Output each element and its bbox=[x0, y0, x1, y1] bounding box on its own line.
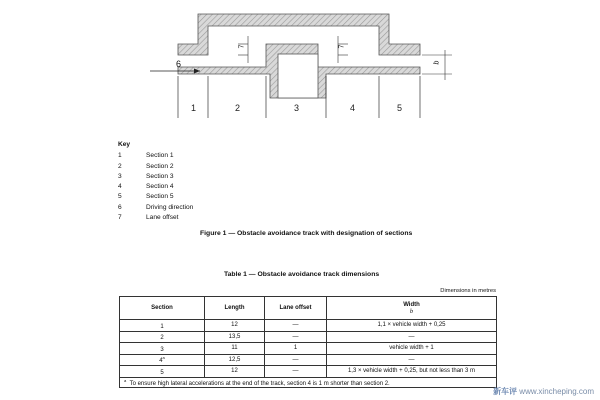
key-item-label: Section 4 bbox=[146, 183, 174, 191]
table-row bbox=[120, 366, 497, 378]
cell-lane-offset: — bbox=[265, 354, 327, 366]
section-label-4: 4 bbox=[350, 103, 356, 113]
key-item-label: Section 2 bbox=[146, 162, 174, 170]
cell-section: 3 bbox=[120, 343, 205, 355]
key-item bbox=[118, 182, 193, 192]
section-label-3: 3 bbox=[294, 103, 300, 113]
figure-key bbox=[118, 140, 193, 223]
key-item-number: 7 bbox=[118, 214, 122, 222]
section-label-5: 5 bbox=[397, 103, 403, 113]
table-footnote: $^a$ To ensure high lateral accelerations at the end of the track, section 4 is 1 m shorter than section 2. bbox=[120, 377, 497, 387]
key-item bbox=[118, 151, 193, 161]
key-item-label: Lane offset bbox=[146, 214, 179, 222]
key-item-number: 2 bbox=[118, 162, 122, 170]
cell-length: 13,5 bbox=[205, 331, 265, 343]
key-item bbox=[118, 203, 193, 213]
key-item-number: 5 bbox=[118, 193, 122, 201]
cell-length: 12 bbox=[205, 320, 265, 332]
track-figure bbox=[0, 0, 600, 125]
lane-offset-label-1: 7 bbox=[238, 44, 246, 49]
cell-section: 4$^a$ bbox=[120, 354, 205, 366]
cell-length: 12 bbox=[205, 366, 265, 378]
cell-lane-offset: — bbox=[265, 331, 327, 343]
lane-offset-label-2: 7 bbox=[338, 44, 346, 49]
key-item-number: 4 bbox=[118, 183, 122, 191]
dimensions-table bbox=[119, 296, 497, 388]
key-item-label: Section 3 bbox=[146, 172, 174, 180]
cell-section: 5 bbox=[120, 366, 205, 378]
cell-width: vehicle width + 1 bbox=[327, 343, 497, 355]
key-item bbox=[118, 192, 193, 202]
cell-section: 1 bbox=[120, 320, 205, 332]
table-header-row bbox=[120, 297, 497, 320]
key-item-label: Driving direction bbox=[146, 203, 194, 211]
key-item-label: Section 5 bbox=[146, 193, 174, 201]
header-length: Length bbox=[205, 297, 265, 320]
header-width-symbol: b bbox=[409, 307, 414, 315]
watermark bbox=[493, 386, 594, 397]
table-row bbox=[120, 331, 497, 343]
table-row bbox=[120, 320, 497, 332]
header-section: Section bbox=[120, 297, 205, 320]
key-item-label: Section 1 bbox=[146, 152, 174, 160]
key-item-number: 1 bbox=[118, 152, 122, 160]
table-row bbox=[120, 354, 497, 366]
table-footnote-row bbox=[120, 377, 497, 387]
watermark-logo: 新车评 bbox=[493, 387, 518, 396]
section-label-2: 2 bbox=[235, 103, 241, 113]
cell-length: 11 bbox=[205, 343, 265, 355]
header-width bbox=[327, 297, 497, 320]
cell-lane-offset: 1 bbox=[265, 343, 327, 355]
cell-width: — bbox=[327, 331, 497, 343]
track-diagram bbox=[0, 0, 600, 125]
cell-width: 1,1 × vehicle width + 0,25 bbox=[327, 320, 497, 332]
header-width-label: Width bbox=[403, 301, 420, 308]
key-item bbox=[118, 162, 193, 172]
key-title: Key bbox=[118, 141, 131, 148]
dimensions-note: Dimensions in metres bbox=[440, 288, 496, 294]
table-caption: Table 1 — Obstacle avoidance track dimensions bbox=[224, 271, 380, 278]
cell-width: 1,3 × vehicle width + 0,25, but not less than 3 m bbox=[327, 366, 497, 378]
cell-section: 2 bbox=[120, 331, 205, 343]
width-b-label: b bbox=[433, 60, 441, 65]
cell-lane-offset: — bbox=[265, 320, 327, 332]
cell-length: 12,5 bbox=[205, 354, 265, 366]
watermark-url: www.xincheping.com bbox=[519, 387, 594, 396]
width-dimension bbox=[422, 50, 452, 80]
key-item bbox=[118, 172, 193, 182]
key-item-number: 3 bbox=[118, 172, 122, 180]
cell-width: — bbox=[327, 354, 497, 366]
key-item bbox=[118, 213, 193, 223]
section-label-1: 1 bbox=[191, 103, 197, 113]
table-row bbox=[120, 343, 497, 355]
cell-lane-offset: — bbox=[265, 366, 327, 378]
driving-direction-label: 6 bbox=[176, 59, 182, 69]
figure-caption: Figure 1 — Obstacle avoidance track with designation of sections bbox=[200, 230, 413, 237]
key-item-number: 6 bbox=[118, 203, 122, 211]
header-lane-offset: Lane offset bbox=[265, 297, 327, 320]
